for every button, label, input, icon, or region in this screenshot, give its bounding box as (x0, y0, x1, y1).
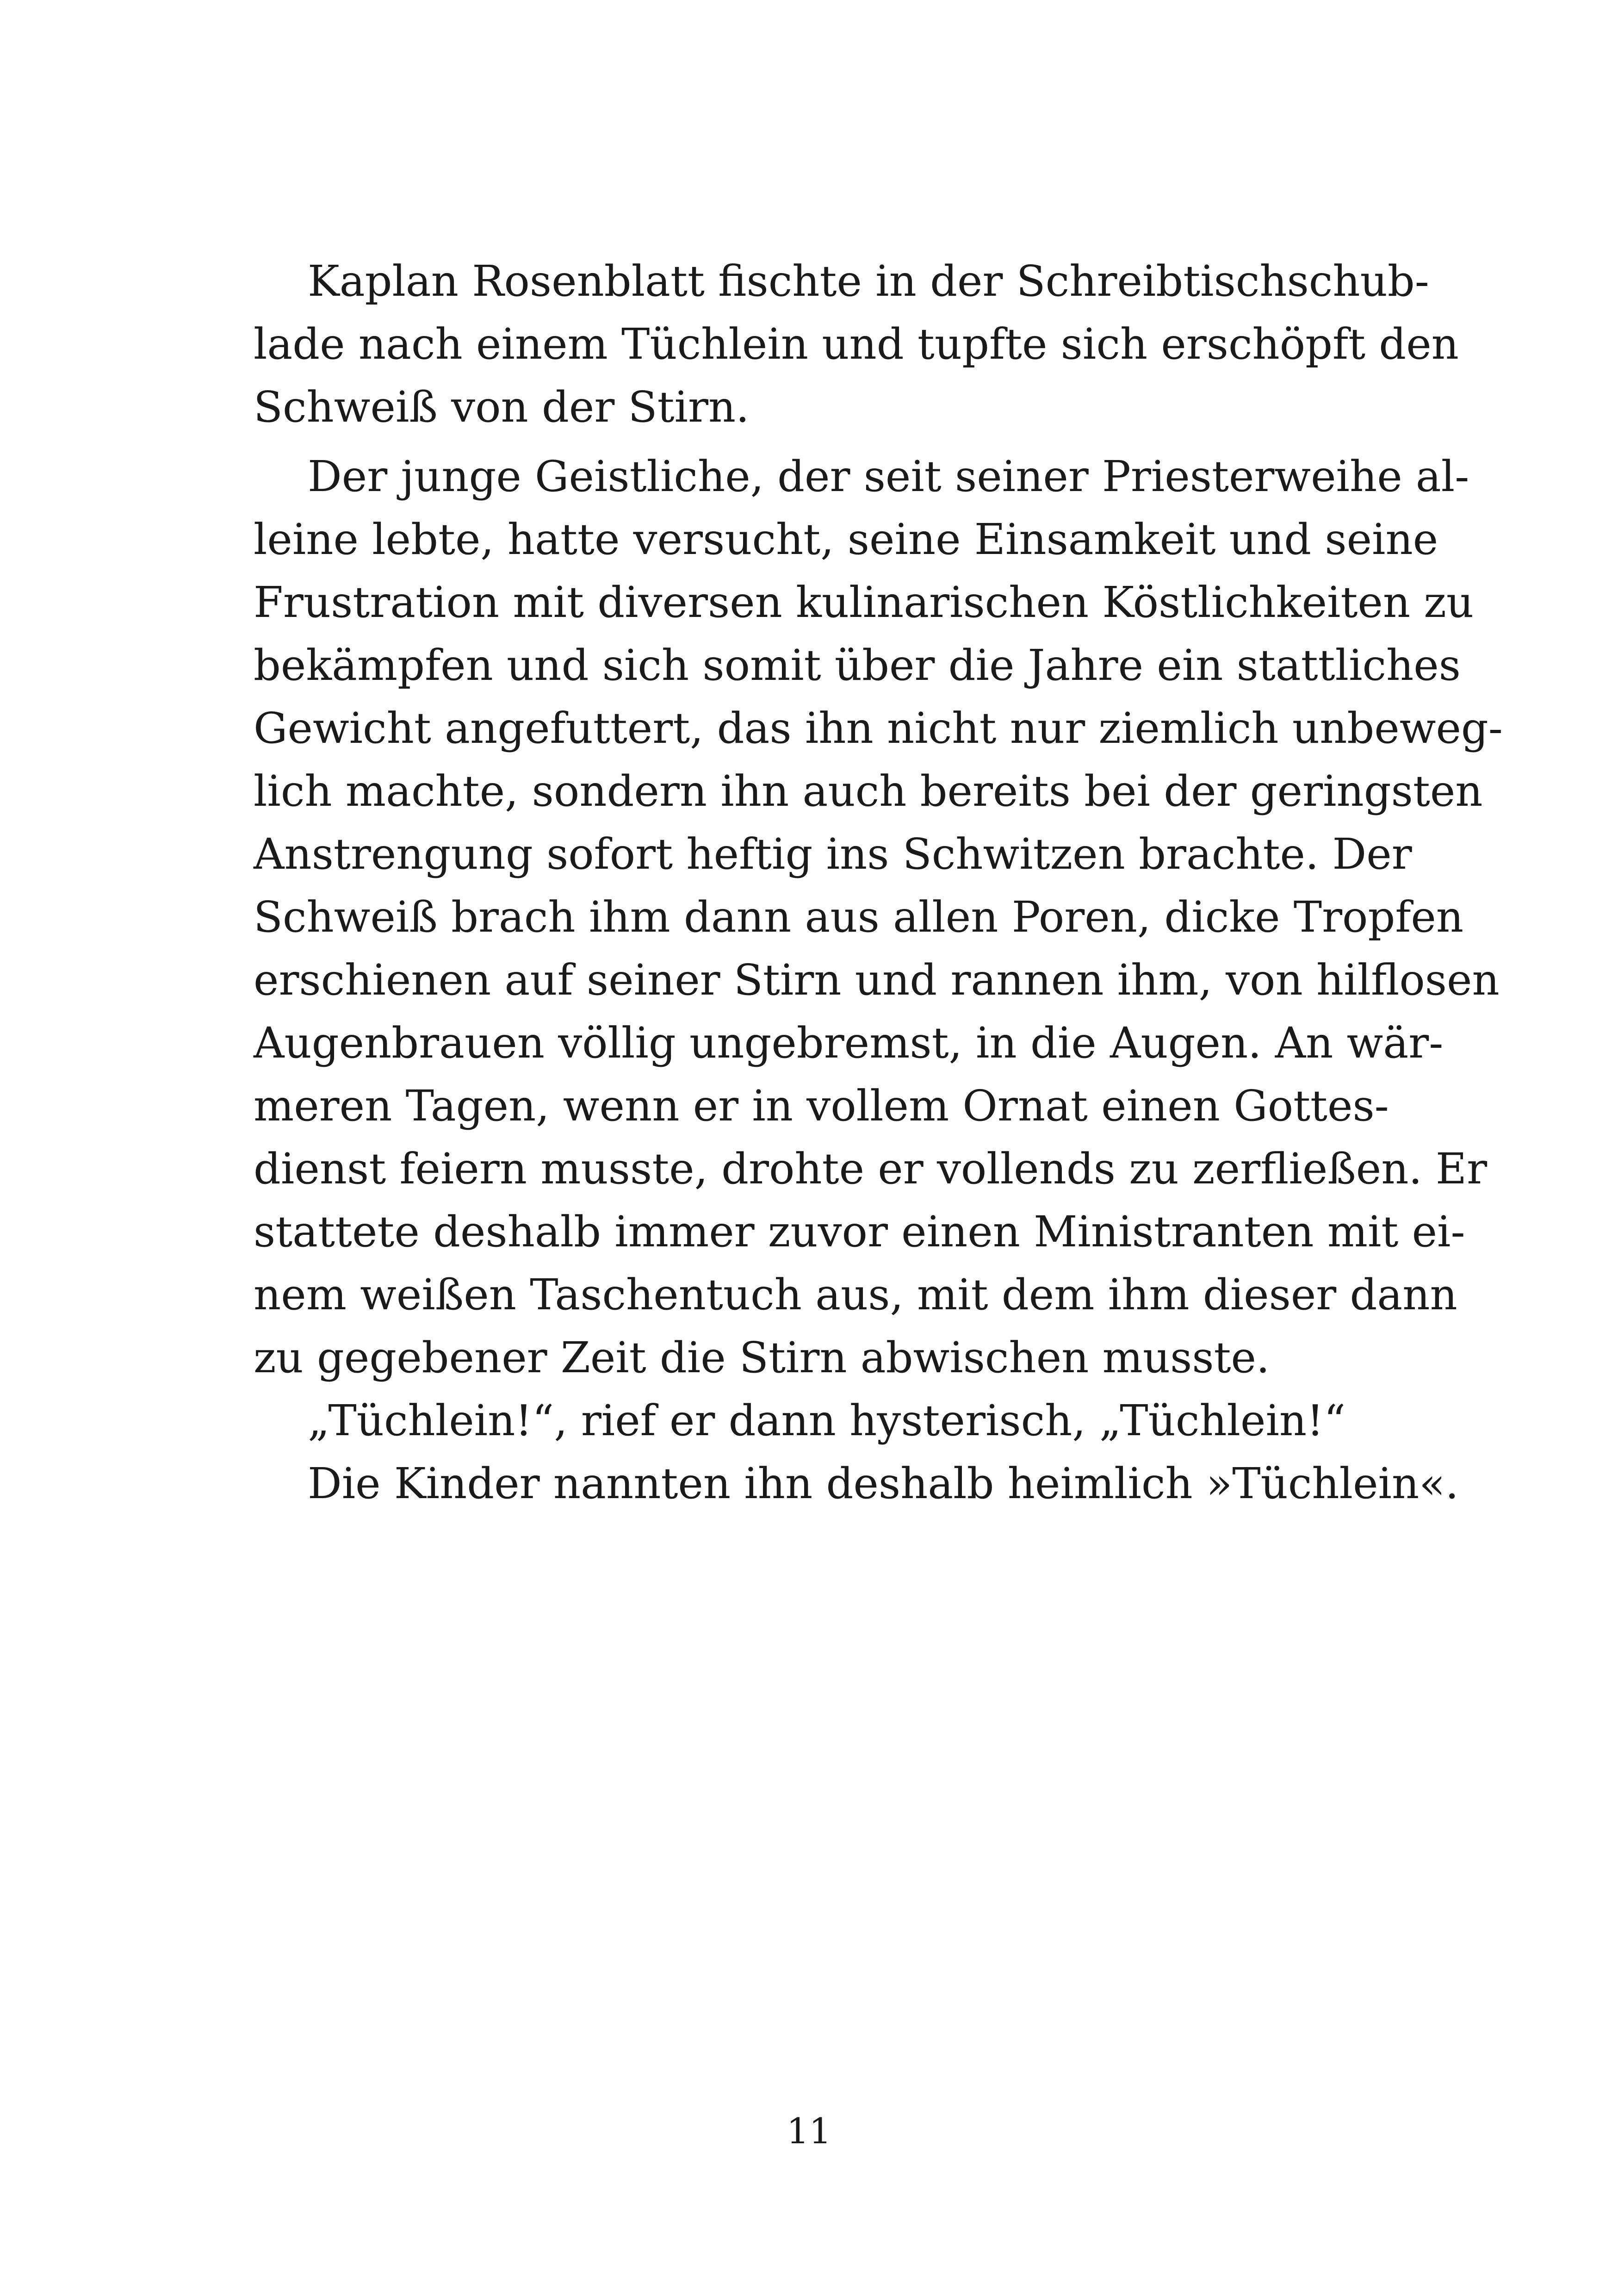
text-line: stattete deshalb immer zuvor einen Ministranten mit ei- (254, 1207, 1465, 1257)
paragraph (254, 1452, 1459, 1515)
text-line: Augenbrauen völlig ungebremst, in die Augen. An wär- (254, 1018, 1444, 1068)
text-line: Gewicht angefuttert, das ihn nicht nur ziemlich unbeweg- (254, 703, 1503, 753)
text-line: lich machte, sondern ihn auch bereits bei der geringsten (254, 766, 1483, 816)
text-line: Der junge Geistliche, der seit seiner Priesterweihe al- (308, 452, 1469, 501)
text-line: lade nach einem Tüchlein und tupfte sich erschöpft den (254, 319, 1459, 369)
text-line: dienst feiern musste, drohte er vollends zu zerfließen. Er (254, 1144, 1488, 1194)
text-line: erschienen auf seiner Stirn und rannen ihm, von hilflosen (254, 955, 1500, 1005)
text-line: Die Kinder nannten ihn deshalb heimlich »Tüchlein«. (308, 1459, 1459, 1508)
paragraph (254, 445, 1503, 1389)
paragraph (254, 250, 1459, 439)
text-line: leine lebte, hatte versucht, seine Einsamkeit und seine (254, 515, 1438, 564)
text-line: Kaplan Rosenblatt fischte in der Schreibtischschub- (308, 256, 1429, 306)
text-line: bekämpfen und sich somit über die Jahre ein stattliches (254, 641, 1461, 690)
text-line: Frustration mit diversen kulinarischen Köstlichkeiten zu (254, 578, 1474, 627)
text-line: zu gegebener Zeit die Stirn abwischen musste. (254, 1333, 1270, 1382)
text-line: nem weißen Taschentuch aus, mit dem ihm dieser dann (254, 1270, 1457, 1319)
body-text (254, 250, 1503, 1515)
text-line: meren Tagen, wenn er in vollem Ornat einen Gottes- (254, 1081, 1389, 1131)
page-number: 11 (787, 2110, 831, 2152)
text-line: Schweiß brach ihm dann aus allen Poren, dicke Tropfen (254, 892, 1464, 942)
text-line: „Tüchlein!“, rief er dann hysterisch, „Tüchlein!“ (308, 1396, 1346, 1445)
text-line: Anstrengung sofort heftig ins Schwitzen brachte. Der (254, 829, 1412, 879)
text-line: Schweiß von der Stirn. (254, 382, 750, 432)
paragraph (254, 1389, 1365, 1452)
